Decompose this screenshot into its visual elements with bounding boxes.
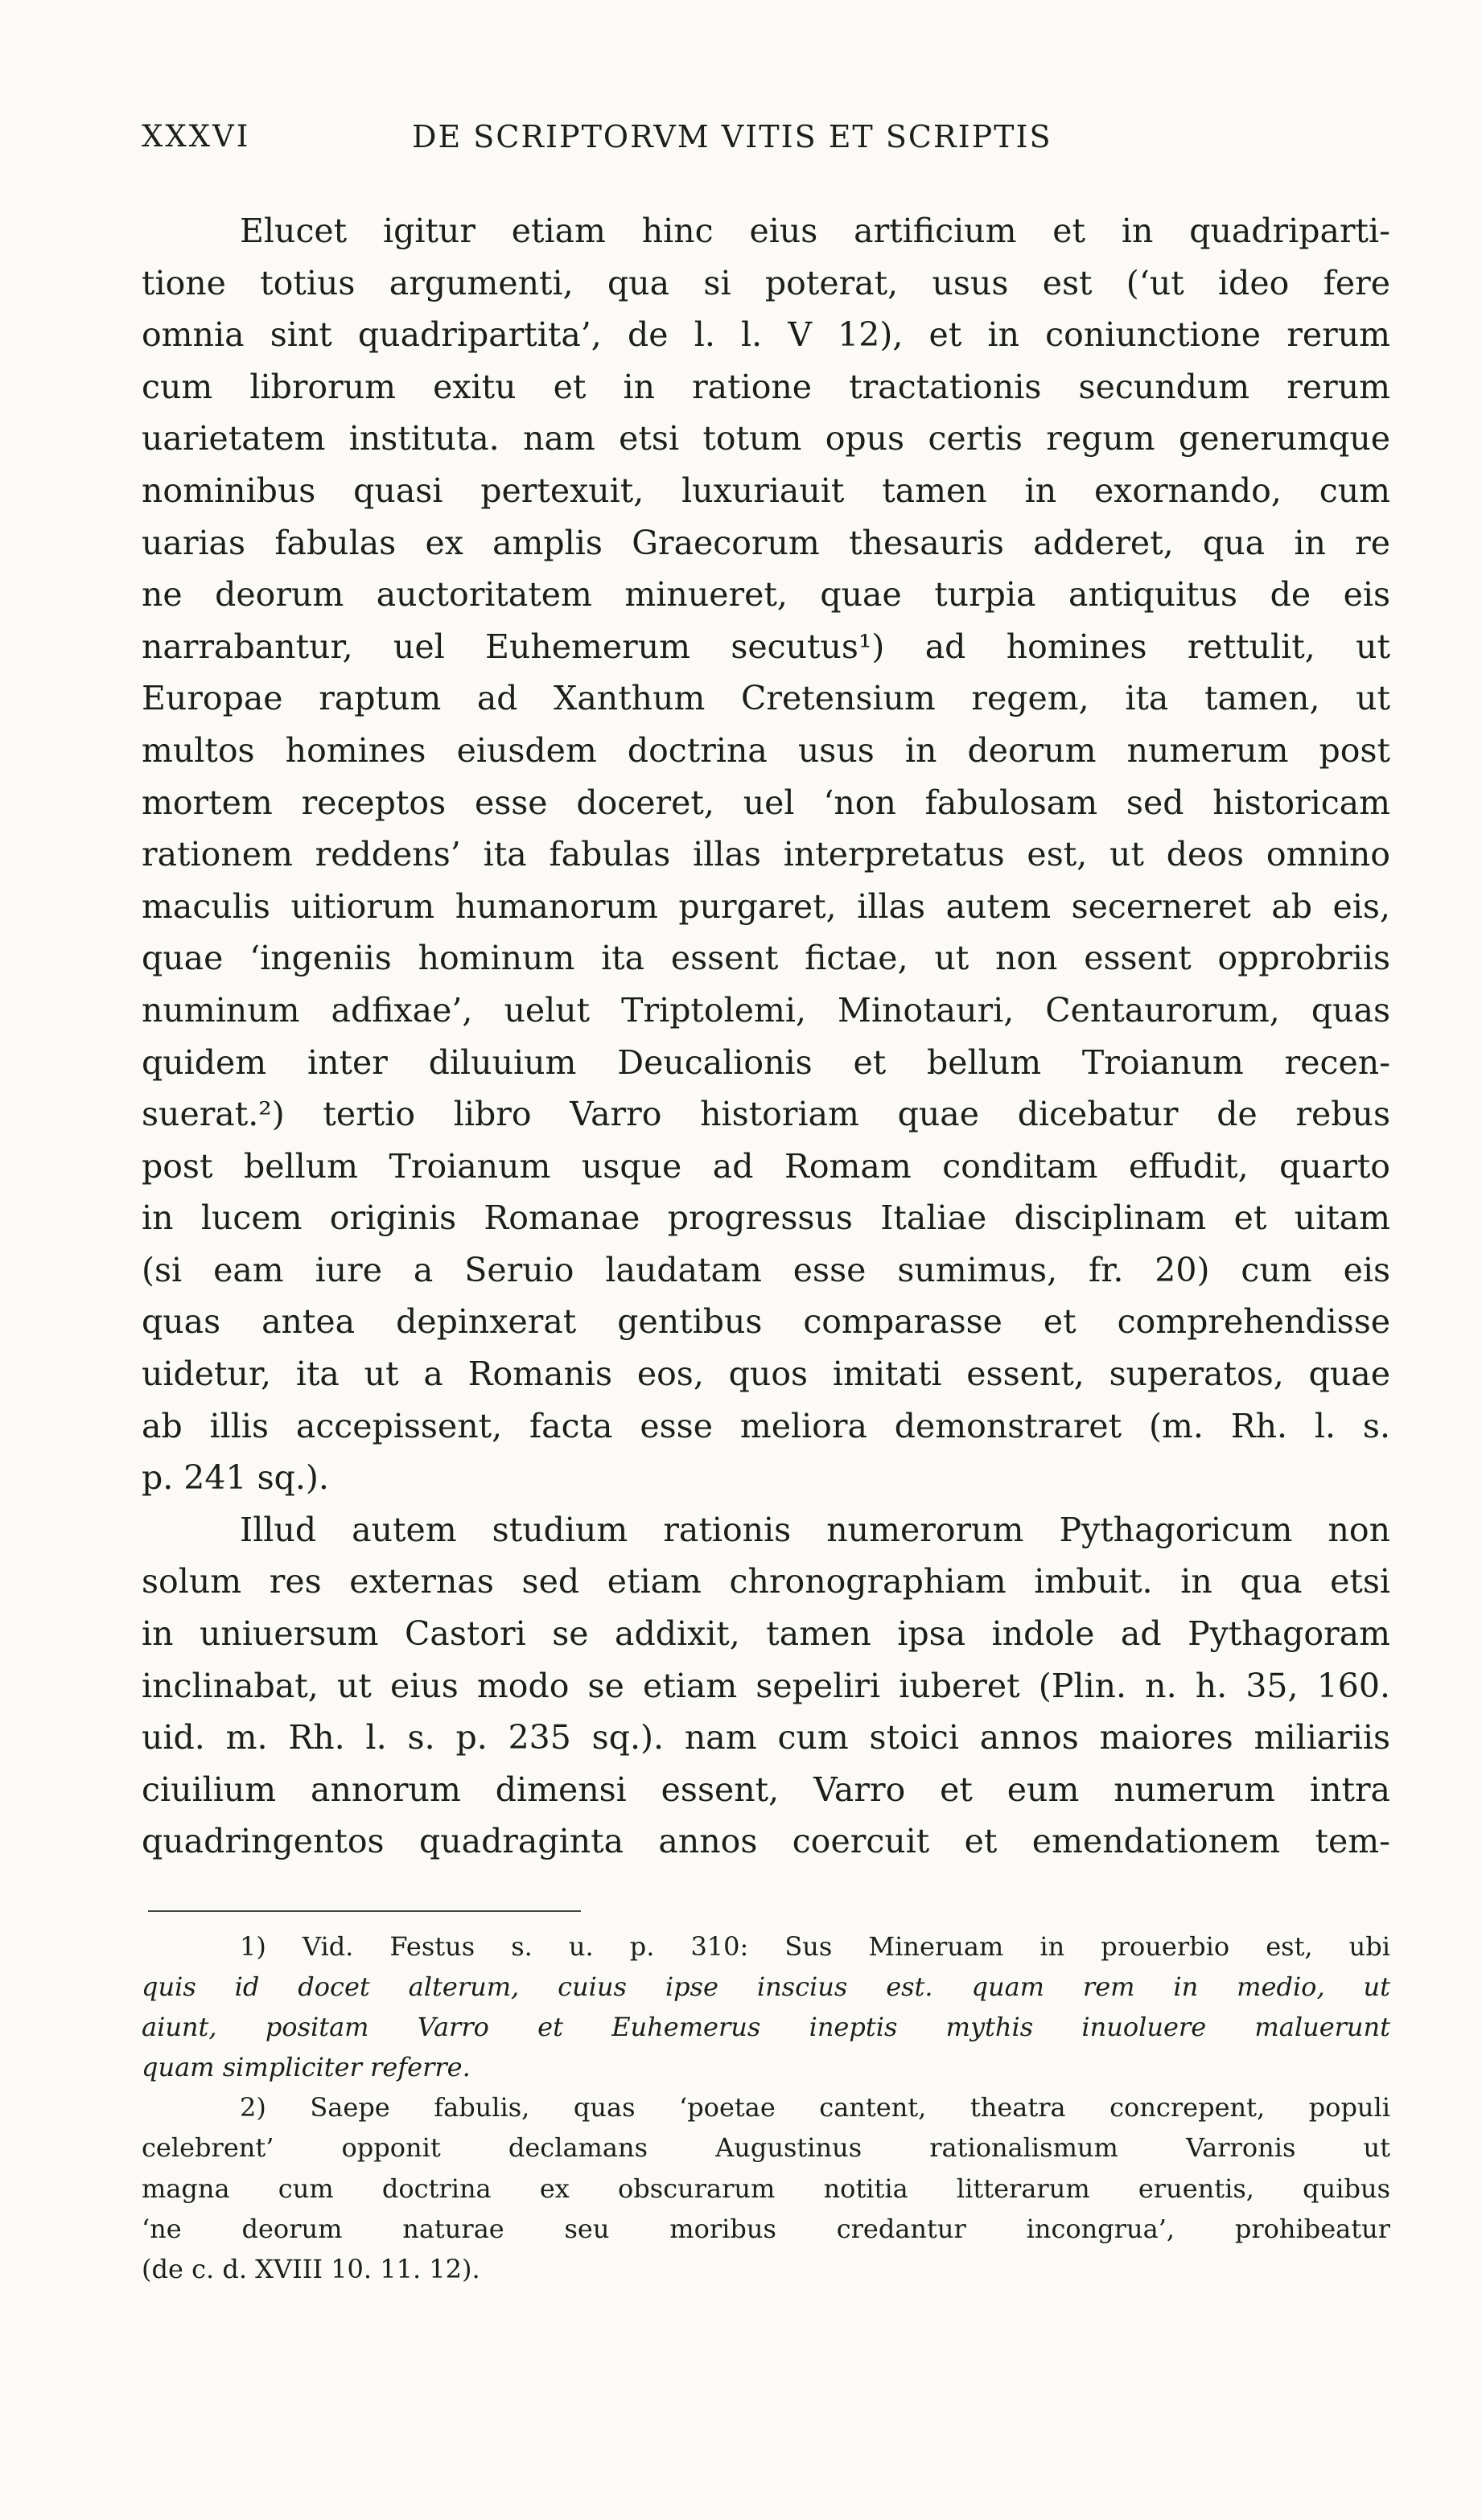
text-line: uarias fabulas ex amplis Graecorum thesauris adderet, qua in re	[142, 523, 1390, 562]
text-line: uid. m. Rh. l. s. p. 235 sq.). nam cum stoici annos maiores miliariis	[142, 1718, 1390, 1757]
footnote-line: 1) Vid. Festus s. u. p. 310: Sus Mineruam in prouerbio est, ubi	[240, 1931, 1390, 1962]
text-line: maculis uitiorum humanorum purgaret, illas autem secerneret ab eis,	[142, 886, 1390, 926]
running-title: DE SCRIPTORVM VITIS ET SCRIPTIS	[412, 119, 1052, 154]
text-line: uidetur, ita ut a Romanis eos, quos imitati essent, superatos, quae	[142, 1355, 1390, 1394]
text-line: numinum adfixae’, uelut Triptolemi, Minotauri, Centaurorum, quas	[142, 990, 1390, 1030]
footnote-line: magna cum doctrina ex obscurarum notitia litterarum eruentis, quibus	[142, 2173, 1390, 2204]
text-line: in lucem originis Romanae progressus Italiae disciplinam et uitam	[142, 1198, 1390, 1238]
footnote-line: quis id docet alterum, cuius ipse inscius est. quam rem in medio, ut	[142, 1971, 1390, 2003]
text-line: quas antea depinxerat gentibus comparasse et comprehendisse	[142, 1302, 1390, 1342]
text-line: Illud autem studium rationis numerorum Pythagoricum non	[240, 1510, 1390, 1549]
text-line: ciuilium annorum dimensi essent, Varro et eum numerum intra	[142, 1770, 1390, 1809]
text-line: suerat.²) tertio libro Varro historiam quae dicebatur de rebus	[142, 1095, 1390, 1134]
text-line: Europae raptum ad Xanthum Cretensium regem, ita tamen, ut	[142, 679, 1390, 718]
text-line: nominibus quasi pertexuit, luxuriauit tamen in exornando, cum	[142, 471, 1390, 510]
text-line: ab illis accepissent, facta esse meliora demonstraret (m. Rh. l. s.	[142, 1406, 1390, 1445]
footnote-line: ‘ne deorum naturae seu moribus credantur incongrua’, prohibeatur	[142, 2213, 1390, 2244]
text-line: p. 241 sq.).	[142, 1458, 329, 1498]
text-line: cum librorum exitu et in ratione tractationis secundum rerum	[142, 367, 1390, 406]
text-line: solum res externas sed etiam chronographiam imbuit. in qua etsi	[142, 1562, 1390, 1601]
text-line: Elucet igitur etiam hinc eius artificium et in quadriparti-	[240, 212, 1390, 250]
footnotes	[142, 1926, 1390, 2289]
main-text	[142, 205, 1390, 1868]
text-line: quadringentos quadraginta annos coercuit et emendationem tem-	[142, 1822, 1390, 1861]
text-line: (si eam iure a Seruio laudatam esse sumimus, fr. 20) cum eis	[142, 1250, 1390, 1289]
footnote-divider	[148, 1910, 581, 1912]
page-header	[142, 119, 1397, 167]
text-line: tione totius argumenti, qua si poterat, usus est (‘ut ideo fere	[142, 263, 1390, 302]
footnote-line: celebrent’ opponit declamans Augustinus rationalismum Varronis ut	[142, 2132, 1390, 2164]
text-line: omnia sint quadripartita’, de l. l. V 12), et in coniunctione rerum	[142, 315, 1390, 355]
text-line: ne deorum auctoritatem minueret, quae turpia antiquitus de eis	[142, 575, 1390, 615]
footnote-line: aiunt, positam Varro et Euhemerus ineptis mythis inuoluere maluerunt	[142, 2012, 1390, 2043]
footnote-line: 2) Saepe fabulis, quas ‘poetae cantent, theatra concrepent, populi	[240, 2092, 1390, 2123]
text-line: narrabantur, uel Euhemerum secutus¹) ad homines rettulit, ut	[142, 627, 1390, 666]
text-line: in uniuersum Castori se addixit, tamen ipsa indole ad Pythagoram	[142, 1614, 1390, 1654]
text-line: mortem receptos esse doceret, uel ‘non fabulosam sed historicam	[142, 783, 1390, 822]
text-line: inclinabat, ut eius modo se etiam sepeliri iuberet (Plin. n. h. 35, 160.	[142, 1666, 1390, 1705]
text-line: quae ‘ingeniis hominum ita essent fictae, ut non essent opprobriis	[142, 939, 1390, 978]
footnote-line: (de c. d. XVIII 10. 11. 12).	[142, 2253, 480, 2284]
text-line: multos homines eiusdem doctrina usus in deorum numerum post	[142, 730, 1390, 770]
text-line: uarietatem instituta. nam etsi totum opus certis regum generumque	[142, 419, 1390, 458]
footnote-line: quam simpliciter referre.	[142, 2052, 471, 2083]
text-line: quidem inter diluuium Deucalionis et bellum Troianum recen-	[142, 1042, 1390, 1082]
page-number: XXXVI	[142, 119, 251, 154]
text-line: rationem reddens’ ita fabulas illas interpretatus est, ut deos omnino	[142, 835, 1390, 874]
text-line: post bellum Troianum usque ad Romam conditam effudit, quarto	[142, 1146, 1390, 1186]
